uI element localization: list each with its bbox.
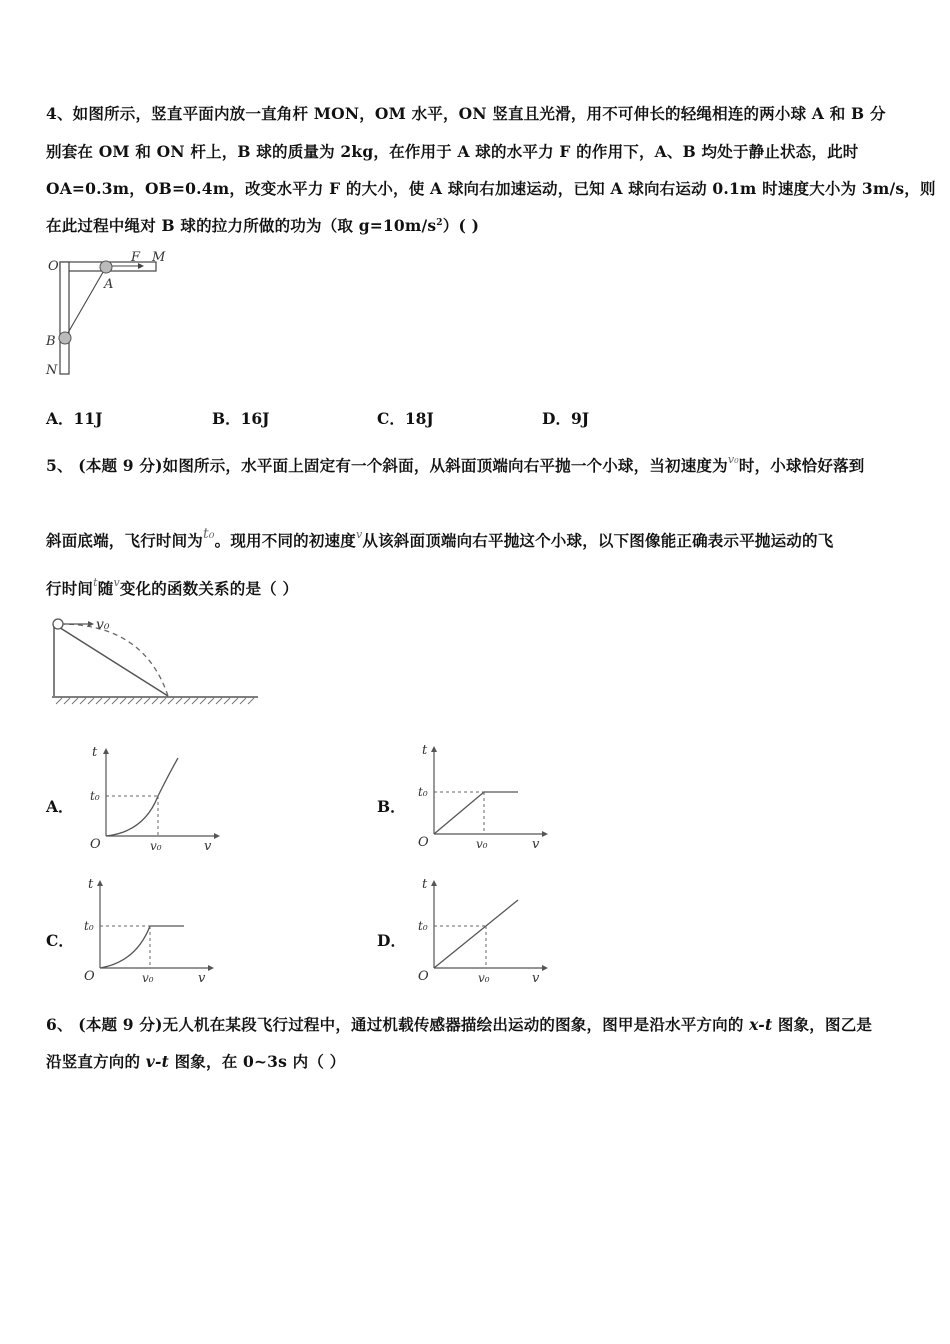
svg-text:t: t <box>92 745 98 760</box>
svg-text:v: v <box>532 971 540 986</box>
q4-line-1: 4、如图所示，竖直平面内放一直角杆 MON，OM 水平，ON 竖直且光滑，用不可伸长的轻绳相连的两小球 A 和 B 分 <box>46 104 886 123</box>
q4-line-3: OA=0.3m，OB=0.4m，改变水平力 F 的大小，使 A 球向右加速运动，已知 A 球向右运动 0.1m 时速度大小为 3m/s，则 <box>46 179 936 198</box>
q5-option-d: D． <box>377 931 406 950</box>
label-n: N <box>46 363 58 378</box>
q5-line-2: 斜面底端，飞行时间为t₀。现用不同的初速度$^v$从该斜面顶端向右平抛这个小球，以下图像能正确表示平抛运动的飞 <box>46 526 834 550</box>
q6-line-2: 沿竖直方向的 v-t 图象，在 0~3s 内（ ） <box>46 1052 346 1071</box>
label-f: F <box>131 250 141 265</box>
svg-text:t: t <box>422 877 428 892</box>
label-m: M <box>152 250 166 265</box>
svg-text:O: O <box>418 969 429 984</box>
svg-text:v₀: v₀ <box>142 971 154 985</box>
label-o: O <box>48 259 59 274</box>
q4-option-d: D．9J <box>542 409 590 428</box>
q5-graph-a <box>86 742 226 854</box>
svg-text:t: t <box>422 743 428 758</box>
svg-text:v: v <box>198 971 206 986</box>
q6-line-1: 6、 (本题 9 分)无人机在某段飞行过程中，通过机载传感器描绘出运动的图象，图甲是沿水平方向的 x-t 图象，图乙是 <box>46 1015 873 1034</box>
q4-line-4: 在此过程中绳对 B 球的拉力所做的功为（取 $g=10m/s^2$）( ) <box>46 216 480 235</box>
svg-text:v₀: v₀ <box>150 839 162 853</box>
svg-text:v₀: v₀ <box>476 837 488 851</box>
q4-line-2: 别套在 OM 和 ON 杆上，B 球的质量为 2kg，在作用于 A 球的水平力 F 的作用下，A、B 均处于静止状态，此时 <box>46 142 859 161</box>
svg-text:v: v <box>532 837 540 852</box>
svg-text:v₀: v₀ <box>478 971 490 985</box>
svg-text:t: t <box>88 877 94 892</box>
q5-option-c: C． <box>46 931 74 950</box>
svg-text:t₀: t₀ <box>418 785 428 799</box>
svg-text:O: O <box>418 835 429 850</box>
q4-option-a: A．11J <box>46 409 103 428</box>
q5-graph-c <box>80 874 220 986</box>
q4-option-c: C．18J <box>377 409 434 428</box>
svg-text:v: v <box>204 839 212 854</box>
svg-text:t₀: t₀ <box>84 919 94 933</box>
q5-line-3: 行时间$^t$随$^v$变化的函数关系的是（ ） <box>46 576 299 598</box>
q4-figure-rod-mon <box>40 250 180 380</box>
label-a: A <box>104 277 114 292</box>
q5-graph-b <box>414 740 554 852</box>
svg-text:t₀: t₀ <box>418 919 428 933</box>
svg-text:t₀: t₀ <box>90 789 100 803</box>
label-v0: v₀ <box>96 617 110 633</box>
svg-text:O: O <box>90 837 101 852</box>
q4-option-b: B．16J <box>212 409 270 428</box>
q5-figure-incline <box>44 612 264 712</box>
q5-option-a: A． <box>46 797 74 816</box>
svg-text:O: O <box>84 969 95 984</box>
q5-line-1: 5、 (本题 9 分)如图所示，水平面上固定有一个斜面，从斜面顶端向右平抛一个小球，当初速度为$^{v_0}$时，小球恰好落到 <box>46 453 865 475</box>
q5-option-b: B． <box>377 797 406 816</box>
label-b: B <box>46 334 56 349</box>
q5-graph-d <box>414 874 554 986</box>
